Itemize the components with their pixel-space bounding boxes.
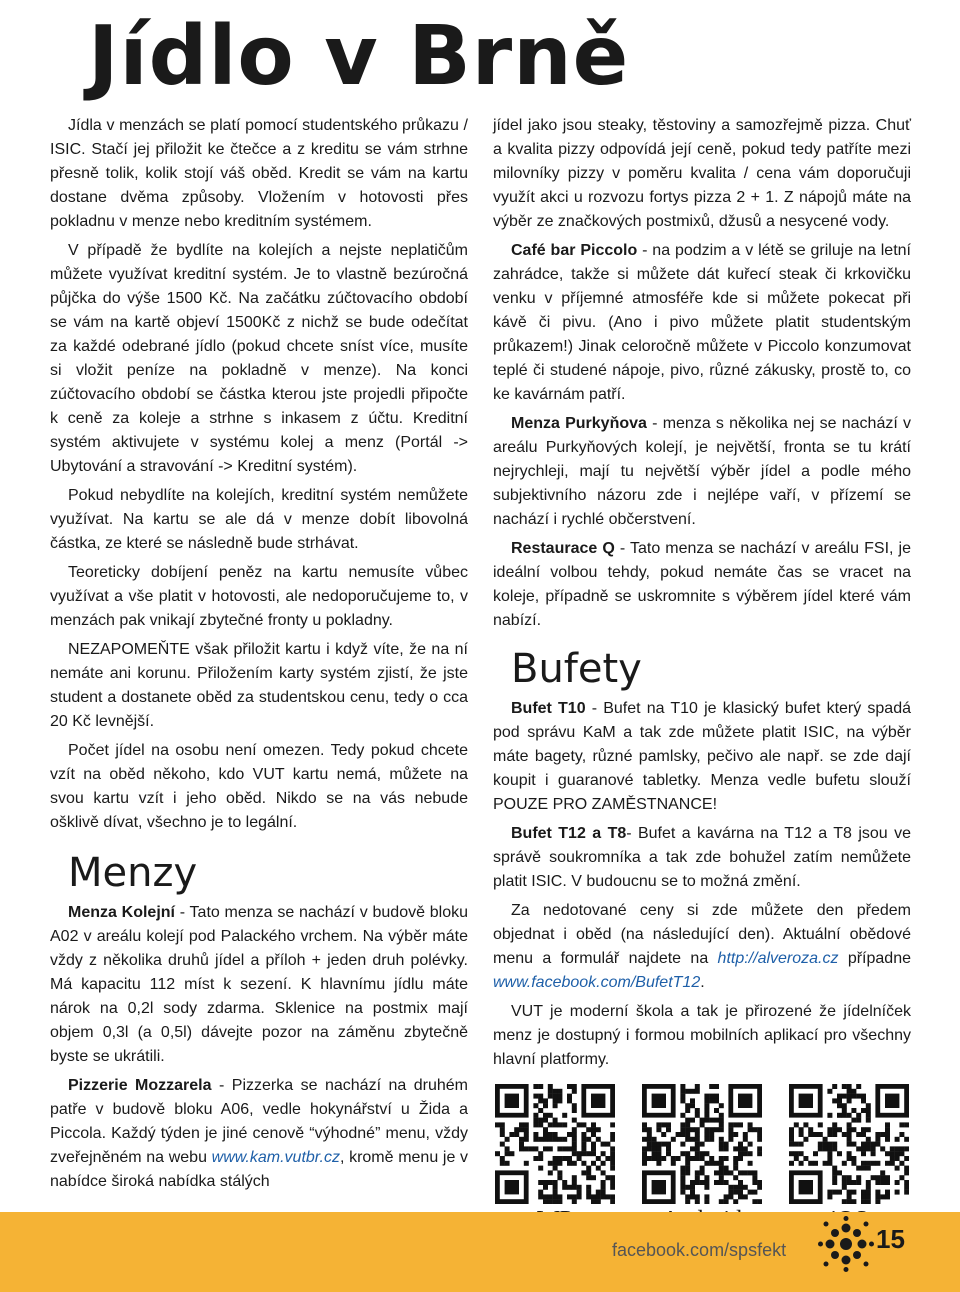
menza-purkynova-paragraph (493, 412, 911, 532)
left-column (50, 114, 468, 1199)
bufet-t10-paragraph (493, 697, 911, 817)
bufet-t10-text: - Bufet na T10 je klasický bufet který spadá pod správu KaM a tak zde můžete platit ISIC, na výběr máte bagety, různé pamlsky, pečivo ale např. se zde dají koupit i guaranové tabletky. Menza vedle bufetu slouží POUZE PRO ZAMĚSTNANCE! (493, 700, 911, 813)
pizzerie-mozzarela-text: - Pizzerka se nachází na druhém patře v budově bloku A06, vedle hokynářství u Žida a Piccola. Každý týden je jiné cenově “výhodné” menu, vždy zveřejněném na webu (50, 1077, 469, 1166)
cash-paragraph: Teoreticky dobíjení peněz na kartu nemusíte vůbec využívat a vše platit v hotovosti, ale nedoporučujeme to, v menzách pak vnikají zbytečné fronty u pokladny. (50, 564, 468, 629)
credit-system-paragraph: V případě že bydlíte na kolejích a nejste neplatičům můžete využívat kreditní systém. Je to vlastně bezúročná půjčka do výše 1500 Kč. Na začátku zúčtovacího období se vám na kartě objeví 1500Kč z nichž se bude odečítat za každé odebrané jídlo (pokud chcete sníst více, musíte si vložit peníze na pokladně v menze). Na konci zúčtovacího období se částka kterou jste projedli připočte k ceně za koleje a strhne s inkasem z účtu. Kreditní systém aktivujete v systému kolej a menz (Portál -> Ubytování a stravování -> Kreditní systém). (50, 242, 468, 475)
menzy-heading: Menzy (68, 850, 198, 896)
dots-logo-icon (818, 1216, 874, 1272)
qr-code-wp-icon[interactable] (495, 1084, 615, 1204)
reminder-paragraph: NEZAPOMEŇTE však přiložit kartu i když víte, že na ní nemáte ani korunu. Přiložením karty systém zjistí, že jste student a dostanete oběd za studentskou cenu, tedy o cca 20 Kč levnější. (50, 641, 468, 730)
order-ahead-text-mid: případne (838, 950, 911, 967)
bufet-t10-name: Bufet T10 (511, 700, 586, 717)
order-ahead-text: Za nedotované ceny si zde můžete den předem objednat i oběd (na následující den). Aktuální obědové menu a formulář najdete na (493, 902, 911, 967)
restaurace-q-text: - Tato menza se nachází v areálu FSI, je ideální volbou tehdy, pokud nemáte čas se vracet na koleje, případně se uskromnite s výběrem jídel které vám nabízí. (493, 540, 911, 629)
footer-facebook-link[interactable]: facebook.com/spsfekt (612, 1240, 787, 1260)
pizzerie-mozzarela-paragraph (50, 1074, 468, 1194)
order-ahead-paragraph (493, 899, 911, 995)
bufet-t12-text: - Bufet a kavárna na T12 a T8 jsou ve správě soukromníka a tak zde bohužel zatím nemůžete platit ISIC. V budoucnu se to možná změní. (493, 825, 912, 890)
meals-count-paragraph: Počet jídel na osobu není omezen. Tedy pokud chcete vzít na oběd někoho, kdo VUT kartu nemá, můžete na svou kartu vzít i jeho oběd. Nikdo se na vás nebude ošklivě dívat, všechno je to legální. (50, 742, 468, 831)
no-dorm-paragraph: Pokud nebydlíte na kolejích, kreditní systém nemůžete využívat. Na kartu se ale dá v menze dobít libovolná částka, ze které se následně bude strhávat. (50, 487, 468, 552)
mozzarela-continued-paragraph: jídel jako jsou steaky, těstoviny a samozřejmě pizza. Chuť a kvalita pizzy odpovídá její ceně, pokud tedy patříte mezi milovníky pizzy v poměru kvalita / cena vám doporučuji využít akci u rozvozu fortys pizza 2 + 1. Z nápojů máte na výběr ze značkových postmixů, džusů a nesycené vody. (493, 117, 911, 230)
cafe-piccolo-paragraph (493, 239, 911, 407)
pizzerie-mozzarela-name: Pizzerie Mozzarela (68, 1077, 212, 1094)
menza-kolejni-text: - Tato menza se nachází v budově bloku A02 v areálu kolejí pod Palackého vrchem. Na výběr máte vždy z několika druhů jídel a příloh + jeden druh polévky. Má kapacitu 112 míst k sezení. K hlavnímu jídlu máte nárok na 0,2l sody zdarma. Sklenice na postmix mají objem 0,3l (a 0,5l) dávejte pozor na záměnu zbytečně byste se ukrátili. (50, 904, 469, 1065)
qr-code-ios-icon[interactable] (789, 1084, 909, 1204)
pizzerie-mozzarela-text-end: , kromě menu je v nabídce široká nabídka stálých (50, 1149, 468, 1190)
menza-purkynova-name: Menza Purkyňova (511, 415, 647, 432)
cafe-piccolo-name: Café bar Piccolo (511, 242, 638, 259)
order-ahead-text-end: . (700, 974, 705, 991)
footer-band (0, 1212, 960, 1292)
qr-code-android-icon[interactable] (642, 1084, 762, 1204)
menza-kolejni-paragraph (50, 901, 468, 1069)
restaurace-q-paragraph (493, 537, 911, 633)
menza-purkynova-text: - menza s několika nej se nachází v areálu Purkyňových kolejí, je největší, fronta se tu krátí nejrychleji, mají tu největší výběr jídel a podle mého subjektivního názoru zde i nejlépe vaří, v přízemí se nachází i rychlé občerstvení. (493, 415, 912, 528)
intro-paragraph: Jídla v menzách se platí pomocí studentského průkazu / ISIC. Stačí jej přiložit ke čtečce a z kreditu se vám strhne přesně tolik, kolik stojí váš oběd. Kredit se vám na kartu dostane dvěma způsoby. Vložením v hotovosti přes pokladnu v menze nebo kreditním systémem. (50, 117, 468, 230)
facebook-bufet-link[interactable]: www.facebook.com/BufetT12 (493, 974, 701, 991)
right-column (493, 114, 911, 1234)
page-number: 15 (876, 1224, 905, 1254)
page-title: Jídlo v Brně (88, 9, 630, 104)
restaurace-q-name: Restaurace Q (511, 540, 615, 557)
kam-vutbr-link[interactable]: www.kam.vutbr.cz (211, 1149, 340, 1166)
alveroza-link[interactable]: http://alveroza.cz (717, 950, 839, 967)
menza-kolejni-name: Menza Kolejní (68, 904, 175, 921)
bufet-t12-name: Bufet T12 a T8 (511, 825, 627, 842)
bufety-heading: Bufety (511, 646, 642, 692)
bufet-t12-paragraph (493, 822, 911, 894)
cafe-piccolo-text: - na podzim a v létě se griluje na letní zahrádce, takže si můžete dát kuřecí steak či krkovičku venku v příjemné atmosféře kde si můžete pokecat při kávě či pivu. (Ano i pivo můžete platit studentským průkazem!) Jinak celoročně můžete v Piccolo konzumovat teplé či studené nápoje, pivo, různé zákusky, prostě to, co ke kavárnám patří. (493, 242, 911, 403)
vut-apps-paragraph: VUT je moderní škola a tak je přirozené že jídelníček menz je dostupný i formou mobilních aplikací pro všechny hlavní platformy. (493, 1003, 911, 1068)
